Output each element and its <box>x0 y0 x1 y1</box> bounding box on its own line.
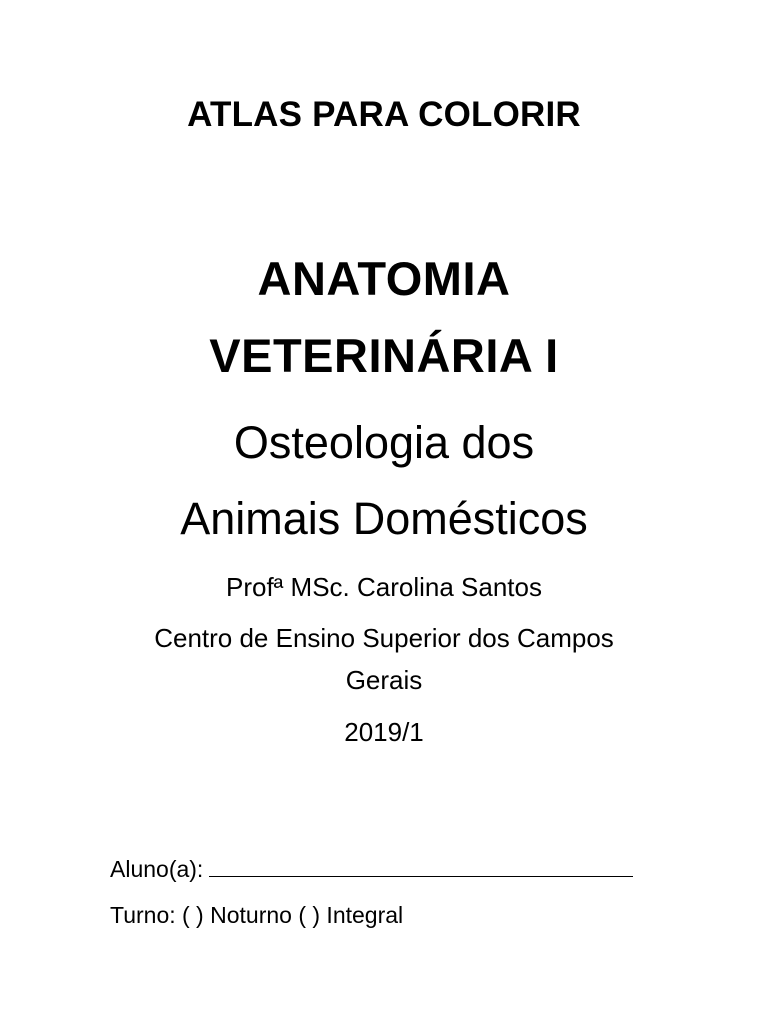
main-title-line1: ANATOMIA <box>257 252 511 305</box>
main-title-line2: VETERINÁRIA I <box>209 329 559 382</box>
professor-name: Profª MSc. Carolina Santos <box>226 572 542 602</box>
student-name-field <box>110 854 633 884</box>
student-name-label: Aluno(a): <box>110 856 204 882</box>
institution-line1: Centro de Ensino Superior dos Campos <box>154 623 614 653</box>
shift-selection-field: Turno: ( ) Noturno ( ) Integral <box>110 902 404 928</box>
student-name-blank-line <box>209 875 633 877</box>
institution-line2: Gerais <box>345 665 423 695</box>
subtitle-line1: Osteologia dos <box>233 417 535 468</box>
semester-year: 2019/1 <box>344 717 424 747</box>
atlas-title: ATLAS PARA COLORIR <box>187 95 581 134</box>
subtitle-line2: Animais Domésticos <box>180 493 588 544</box>
